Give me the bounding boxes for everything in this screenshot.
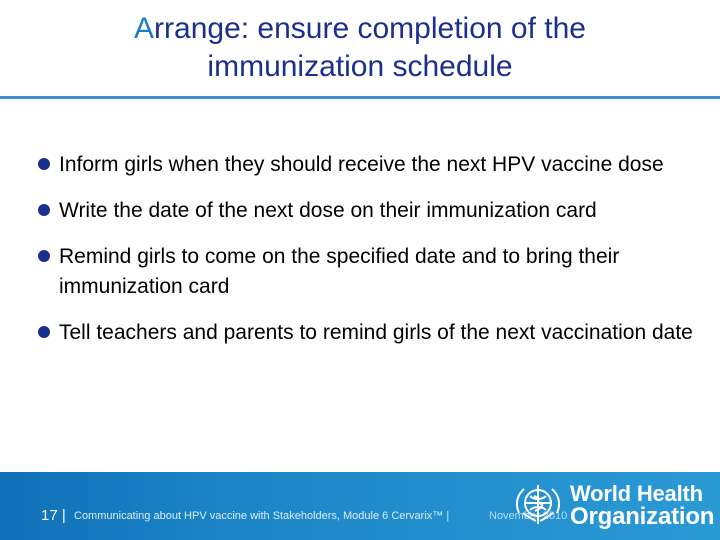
who-emblem-icon xyxy=(506,478,570,534)
footer-text: Communicating about HPV vaccine with Stakeholders, Module 6 Cervarix™ | xyxy=(74,510,450,522)
slide-title-line-1-text: rrange: ensure completion of the xyxy=(154,12,586,45)
organization-logo-line-1: World Health xyxy=(570,481,703,506)
bullet-text: Tell teachers and parents to remind girls of the next vaccination date xyxy=(59,321,693,344)
organization-logo-line-2: Organization xyxy=(570,503,715,530)
bullet-item xyxy=(38,242,703,302)
slide-title-line-1 xyxy=(20,10,700,48)
bullet-item xyxy=(38,196,703,226)
bullet-text: Remind girls to come on the specified date and to bring their immunization card xyxy=(59,245,620,298)
bullet-text: Write the date of the next dose on their immunization card xyxy=(59,199,597,222)
title-divider xyxy=(0,96,720,99)
bullet-text: Inform girls when they should receive the next HPV vaccine dose xyxy=(59,153,664,176)
slide-title xyxy=(20,10,700,86)
bullet-item xyxy=(38,150,703,180)
bullet-item xyxy=(38,318,703,348)
slide-title-first-letter: A xyxy=(134,12,155,45)
circle-bullet-icon xyxy=(38,326,50,338)
circle-bullet-icon xyxy=(38,158,50,170)
footer-date: November 2010 xyxy=(489,510,568,522)
page-number: 17 | xyxy=(41,507,66,524)
footer-bar xyxy=(0,472,720,540)
bullet-list xyxy=(38,150,703,364)
circle-bullet-icon xyxy=(38,204,50,216)
circle-bullet-icon xyxy=(38,250,50,262)
slide-title-line-2: immunization schedule xyxy=(207,50,513,83)
